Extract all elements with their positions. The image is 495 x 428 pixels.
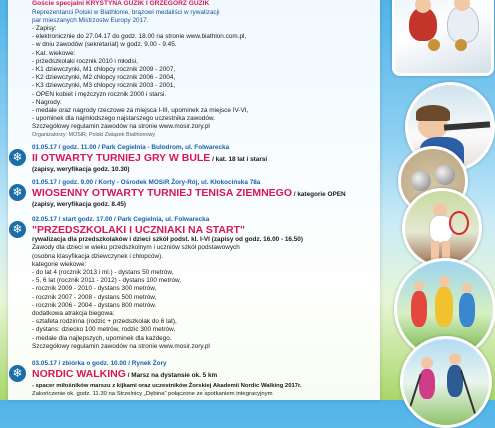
- bieg-kat-item: - 5, 6 lat (rocznik 2011 - 2012) - dystans 100 metrów,: [32, 277, 182, 285]
- nagrody-item: - medale oraz nagrody rzeczowe za miejsca I-III, upominek za miejsce IV-VI,: [32, 107, 249, 115]
- guests-line: Goście specjalni KRYSTYNA GUZIK I GRZEGORZ GUZIK: [32, 0, 210, 7]
- tenis-title: [32, 187, 377, 201]
- bieg-kat-label: kategorie wiekowe:: [32, 260, 87, 268]
- snowflake-icon: ❄: [9, 365, 26, 382]
- guests-desc-1: Reprezentanci Polski w Biathlonie, brązowi medaliści w rywalizacji: [32, 8, 220, 16]
- nordic-desc-2: Zakończenie ok. godz. 11.30 na Strzelnicy „Dębina” połączone ze spotkaniem integracyjnym: [32, 391, 273, 398]
- snowflake-icon: ❄: [9, 221, 26, 238]
- zapisy-2: - w dniu zawodów (sekretariat) w godz. 9.00 - 9.45.: [32, 41, 177, 49]
- snowflake-icon: ❄: [9, 149, 26, 166]
- nordic-walking-photo: [400, 336, 492, 428]
- bieg-date-line: 02.05.17 / start godz. 17.00 / Park Cegielnia, ul. Folwarecka: [32, 216, 210, 223]
- bule-date-line: 01.05.17 / godz. 11.00 / Park Cegielnia - Bulodrom, ul. Folwarecka: [32, 144, 230, 151]
- tennis-photo: [402, 188, 482, 268]
- organizers-line: Organizatorzy: MOSiR, Polski Związek Biathlonowy: [32, 131, 156, 138]
- kat-item: - K1 dziewczynki, M1 chłopcy rocznik 2009 - 2007,: [32, 66, 176, 74]
- nordic-desc-1: - spacer miłośników marszu z kijkami oraz uczestników Żorskiej Akademii Nordic Walking 2017r.: [32, 383, 302, 390]
- bule-note: (zapisy, weryfikacja godz. 10.30): [32, 166, 130, 174]
- nordic-title-text: NORDIC WALKING: [32, 368, 126, 381]
- bieg-sub: rywalizacja dla przedszkolaków i dzieci szkół podst. kl. I-VI (zapisy od godz. 16.00 - 16.50): [32, 236, 303, 244]
- tenis-note: (zapisy, weryfikacja godz. 8.45): [32, 201, 127, 209]
- kat-item: - K3 dziewczynki, M3 chłopcy rocznik 2003 - 2001,: [32, 82, 176, 90]
- kat-item: - K2 dziewczynki, M2 chłopcy rocznik 2006 - 2004,: [32, 74, 176, 82]
- bieg-extra-item: - medale dla najlepszych, upominek dla każdego.: [32, 334, 172, 342]
- nordic-tail: / Marsz na dystansie ok. 5 km: [125, 372, 218, 380]
- tenis-title-text: WIOSENNY OTWARTY TURNIEJ TENISA ZIEMNEGO: [32, 187, 292, 200]
- snowflake-icon: ❄: [9, 184, 26, 201]
- zapisy-1: - elektronicznie do 27.04.17 do godz. 18.00 na stronie www.biathlon.com.pl,: [32, 33, 247, 41]
- biathlon-athletes-photo: [392, 0, 494, 76]
- bieg-kat-item: - do lat 4 (rocznik 2013 i ml.) - dystans 50 metrów,: [32, 269, 174, 277]
- tenis-tail: / kategorie OPEN: [292, 191, 346, 199]
- bieg-desc-1: Zawody dla dzieci w wieku przedszkolnym i uczniów szkół podstawowych: [32, 244, 240, 252]
- guests-desc-2: par mieszanych Mistrzostw Europy 2017.: [32, 16, 149, 24]
- bieg-extra-item: - dystans: dziecko 100 metrów, rodzic 300 metrów,: [32, 326, 176, 334]
- bieg-extra-item: - sztafeta rodzinna (rodzic + przedszkolak do 6 lat),: [32, 318, 177, 326]
- bieg-title: "PRZEDSZKOLAKI I UCZNIAKI NA START": [32, 224, 245, 237]
- poster-page: [8, 0, 380, 400]
- nordic-title: [32, 368, 377, 382]
- bieg-kat-item: - rocznik 2007 - 2008 - dystans 500 metrów,: [32, 293, 157, 301]
- bieg-extra-label: dodatkowa atrakcja biegowa:: [32, 310, 115, 318]
- zapisy-label: - Zapisy:: [32, 25, 57, 32]
- regulamin-line: Szczegółowy regulamin zawodów na stronie www.mosir.zory.pl: [32, 123, 210, 131]
- bule-title: [32, 152, 377, 166]
- nagrody-label: - Nagrody:: [32, 98, 62, 106]
- bieg-kat-item: - rocznik 2006 - 2004 - dystans 800 metrów.: [32, 301, 157, 309]
- bieg-desc-2: (osobna klasyfikacja dziewczynek i chłopców).: [32, 252, 164, 260]
- bieg-kat-item: - rocznik 2009 - 2010 - dystans 300 metrów,: [32, 285, 157, 293]
- bule-title-text: II OTWARTY TURNIEJ GRY W BULE: [32, 152, 211, 165]
- tenis-date-line: 01.05.17 / godz. 9.00 / Korty - Ośrodek MOSiR Żory-Rój, ul. Kłokocińska 78a: [32, 179, 261, 186]
- kat-item: - przedszkolaki rocznik 2010 i młodsi,: [32, 57, 138, 65]
- kat-label: - Kat. wiekowe:: [32, 49, 76, 57]
- nagrody-item: - upominek dla najmłodszego najstarszego uczestnika zawodów.: [32, 115, 215, 123]
- nordic-date-line: 03.05.17 / zbiórka o godz. 10.00 / Rynek Żory: [32, 360, 167, 367]
- bieg-regulamin: Szczegółowy regulamin zawodów na stronie www.mosir.zory.pl: [32, 342, 210, 350]
- bule-tail: / kat. 18 lat i starsi: [210, 156, 268, 164]
- kat-item: - OPEN kobiet i mężczyzn rocznik 2000 i starsi.: [32, 90, 167, 98]
